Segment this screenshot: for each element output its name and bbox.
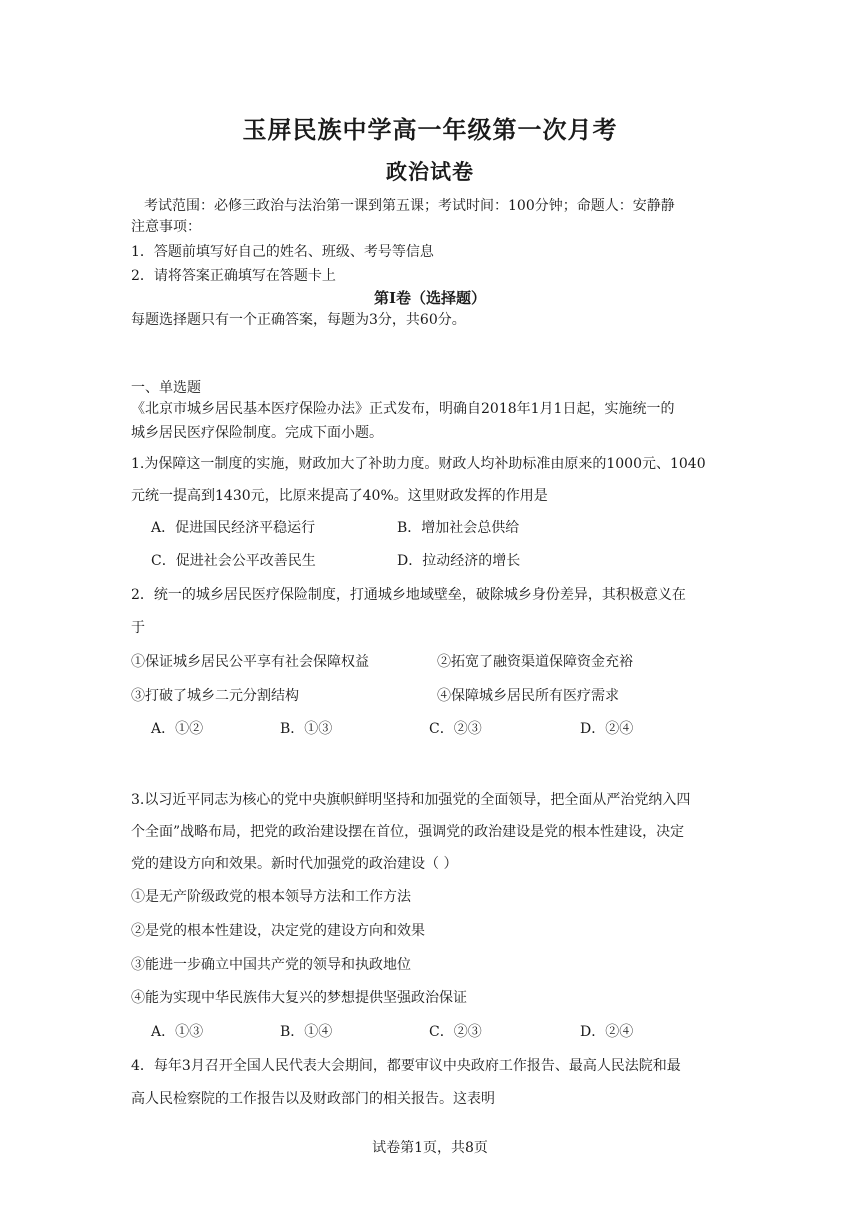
answer-option: C．②③ xyxy=(429,1024,482,1040)
notice-label: 注意事项： xyxy=(131,219,201,235)
answer-option: B．①③ xyxy=(280,721,333,737)
statement-item: ①保证城乡居民公平享有社会保障权益 xyxy=(131,654,369,670)
material-line: 城乡居民医疗保险制度。完成下面小题。 xyxy=(131,425,383,441)
answer-option: B．①④ xyxy=(280,1024,333,1040)
statement-item: ④保障城乡居民所有医疗需求 xyxy=(437,688,619,704)
statement-item: ③打破了城乡二元分割结构 xyxy=(131,688,299,704)
notice-item: 2．请将答案正确填写在答题卡上 xyxy=(131,268,336,284)
part-label: 一、单选题 xyxy=(131,380,201,396)
statement-item: ③能进一步确立中国共产党的领导和执政地位 xyxy=(131,957,411,973)
question-stem: 个全面”战略布局，把党的政治建设摆在首位，强调党的政治建设是党的根本性建设，决定 xyxy=(131,824,685,840)
answer-option: B．增加社会总供给 xyxy=(397,520,520,536)
answer-option: D．②④ xyxy=(580,721,634,737)
answer-option: A．①② xyxy=(151,721,204,737)
statement-item: ②是党的根本性建设，决定党的建设方向和效果 xyxy=(131,923,425,939)
statement-item: ④能为实现中华民族伟大复兴的梦想提供坚强政治保证 xyxy=(131,990,467,1006)
answer-option: D．拉动经济的增长 xyxy=(397,553,521,569)
question-stem: 3.以习近平同志为核心的党中央旗帜鲜明坚持和加强党的全面领导，把全面从严治党纳入四 xyxy=(131,792,691,808)
exam-info: 考试范围：必修三政治与法治第一课到第五课；考试时间：100分钟；命题人：安静静 xyxy=(144,198,675,214)
section-instruction: 每题选择题只有一个正确答案，每题为3分，共60分。 xyxy=(131,312,466,328)
exam-subtitle: 政治试卷 xyxy=(386,159,474,184)
answer-option: A．①③ xyxy=(151,1024,204,1040)
question-stem: 于 xyxy=(131,620,145,636)
question-stem: 1.为保障这一制度的实施，财政加大了补助力度。财政人均补助标准由原来的1000元、1040 xyxy=(131,456,706,472)
section-title: 第Ⅰ卷（选择题） xyxy=(373,289,487,307)
page-footer: 试卷第1页，共8页 xyxy=(372,1140,488,1156)
question-stem: 元统一提高到1430元，比原来提高了40%。这里财政发挥的作用是 xyxy=(131,488,548,504)
question-stem: 4．每年3月召开全国人民代表大会期间，都要审议中央政府工作报告、最高人民法院和最 xyxy=(131,1058,681,1074)
exam-title: 玉屏民族中学高一年级第一次月考 xyxy=(242,115,618,144)
answer-option: C．②③ xyxy=(429,721,482,737)
material-line: 《北京市城乡居民基本医疗保险办法》正式发布，明确自2018年1月1日起，实施统一的 xyxy=(131,401,675,417)
question-stem: 高人民检察院的工作报告以及财政部门的相关报告。这表明 xyxy=(131,1091,495,1107)
answer-option: C．促进社会公平改善民生 xyxy=(151,553,316,569)
notice-item: 1．答题前填写好自己的姓名、班级、考号等信息 xyxy=(131,244,434,260)
statement-item: ①是无产阶级政党的根本领导方法和工作方法 xyxy=(131,889,411,905)
question-stem: 党的建设方向和效果。新时代加强党的政治建设（ ） xyxy=(131,856,458,872)
answer-option: D．②④ xyxy=(580,1024,634,1040)
question-stem: 2．统一的城乡居民医疗保险制度，打通城乡地域壁垒，破除城乡身份差异，其积极意义在 xyxy=(131,587,686,603)
answer-option: A．促进国民经济平稳运行 xyxy=(151,520,316,536)
statement-item: ②拓宽了融资渠道保障资金充裕 xyxy=(437,654,633,670)
